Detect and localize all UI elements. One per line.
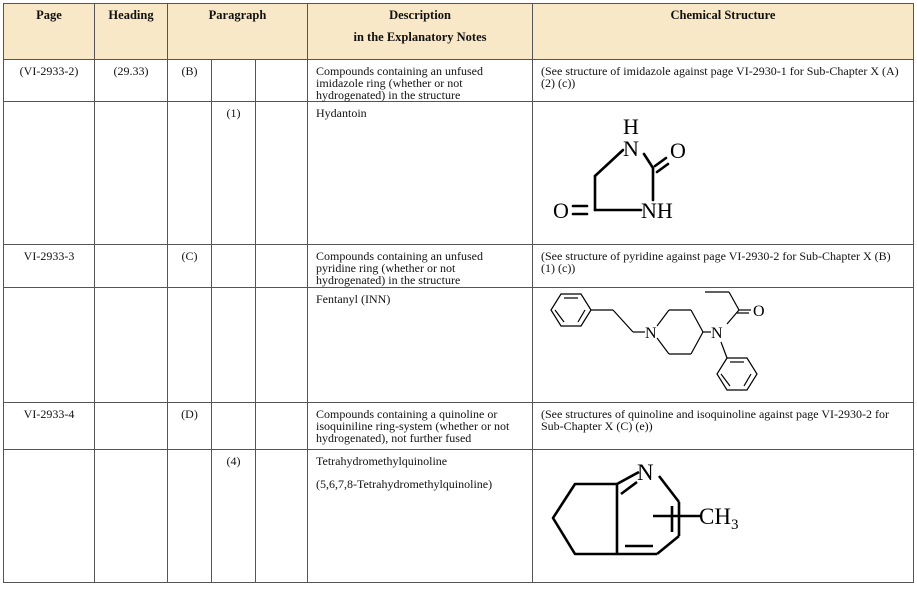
- atom-n: N: [637, 460, 654, 485]
- header-description: [308, 4, 533, 60]
- page-cell: [4, 102, 95, 245]
- subparagraph-cell: (1): [212, 102, 256, 245]
- paragraph-cell: (C): [168, 245, 212, 288]
- atom-h: H: [623, 114, 639, 139]
- subparagraph-cell: [212, 245, 256, 288]
- table-row: [4, 403, 914, 450]
- structure-note-cell: (See structure of imidazole against page VI-2930-1 for Sub-Chapter X (A) (2) (c)): [533, 60, 914, 102]
- description-main: Tetrahydromethylquinoline: [316, 454, 448, 468]
- structure-cell: [533, 288, 914, 403]
- structure-note-cell: (See structures of quinoline and isoquinoline against page VI-2930-2 for Sub-Chapter X (C) (e)): [533, 403, 914, 450]
- atom-subscript: 3: [730, 517, 739, 533]
- atom-o-left: O: [553, 198, 569, 223]
- structure-cell: [533, 102, 914, 245]
- description-sub: (5,6,7,8-Tetrahydromethylquinoline): [316, 477, 493, 491]
- heading-cell: [95, 403, 168, 450]
- structure-cell: [533, 450, 914, 583]
- atom-o-top: O: [670, 138, 686, 163]
- page-cell: [4, 288, 95, 403]
- paragraph-cell: (B): [168, 60, 212, 102]
- subparagraph-cell: [212, 60, 256, 102]
- header-description-line1: Description: [389, 8, 451, 22]
- paragraph-cell: [168, 102, 212, 245]
- atom-n: N: [623, 136, 639, 161]
- hydantoin-structure: [533, 102, 913, 242]
- explanatory-notes-table: [3, 3, 914, 583]
- description-cell: Hydantoin: [308, 102, 533, 245]
- fentanyl-structure: [533, 288, 913, 400]
- structure-note-cell: (See structure of pyridine against page VI-2930-2 for Sub-Chapter X (B) (1) (c)): [533, 245, 914, 288]
- heading-cell: [95, 245, 168, 288]
- table-row: [4, 288, 914, 403]
- empty-cell: [256, 102, 308, 245]
- description-cell: Compounds containing an unfused imidazole ring (whether or not hydrogenated) in the structure: [308, 60, 533, 102]
- atom-ch: CH: [699, 504, 731, 529]
- empty-cell: [256, 403, 308, 450]
- page-cell: (VI-2933-2): [4, 60, 95, 102]
- atom-o-carbonyl: O: [753, 303, 765, 320]
- page-cell: [4, 450, 95, 583]
- description-cell: Fentanyl (INN): [308, 288, 533, 403]
- subparagraph-cell: [212, 403, 256, 450]
- table-row: [4, 60, 914, 102]
- description-cell: Compounds containing an unfused pyridine ring (whether or not hydrogenated) in the structure: [308, 245, 533, 288]
- empty-cell: [256, 245, 308, 288]
- atom-n-amide: N: [711, 325, 723, 342]
- heading-cell: (29.33): [95, 60, 168, 102]
- page-cell: VI-2933-3: [4, 245, 95, 288]
- table-row: [4, 102, 914, 245]
- empty-cell: [256, 60, 308, 102]
- atom-n-piperidine: N: [645, 325, 657, 342]
- header-paragraph: Paragraph: [168, 4, 308, 60]
- heading-cell: [95, 102, 168, 245]
- page-cell: VI-2933-4: [4, 403, 95, 450]
- table-row: [4, 450, 914, 583]
- paragraph-cell: (D): [168, 403, 212, 450]
- header-page: Page: [4, 4, 95, 60]
- table-row: [4, 245, 914, 288]
- empty-cell: [256, 288, 308, 403]
- header-structure: Chemical Structure: [533, 4, 914, 60]
- tetrahydromethylquinoline-structure: [533, 450, 913, 580]
- description-cell: [308, 450, 533, 583]
- header-row: [4, 4, 914, 60]
- subparagraph-cell: (4): [212, 450, 256, 583]
- description-cell: Compounds containing a quinoline or isoquiniline ring-system (whether or not hydrogenated), not further fused: [308, 403, 533, 450]
- atom-nh: NH: [641, 198, 673, 223]
- heading-cell: [95, 288, 168, 403]
- paragraph-cell: [168, 450, 212, 583]
- header-description-line2: in the Explanatory Notes: [353, 30, 487, 44]
- header-heading: Heading: [95, 4, 168, 60]
- heading-cell: [95, 450, 168, 583]
- empty-cell: [256, 450, 308, 583]
- subparagraph-cell: [212, 288, 256, 403]
- paragraph-cell: [168, 288, 212, 403]
- atom-ch3: [699, 504, 738, 533]
